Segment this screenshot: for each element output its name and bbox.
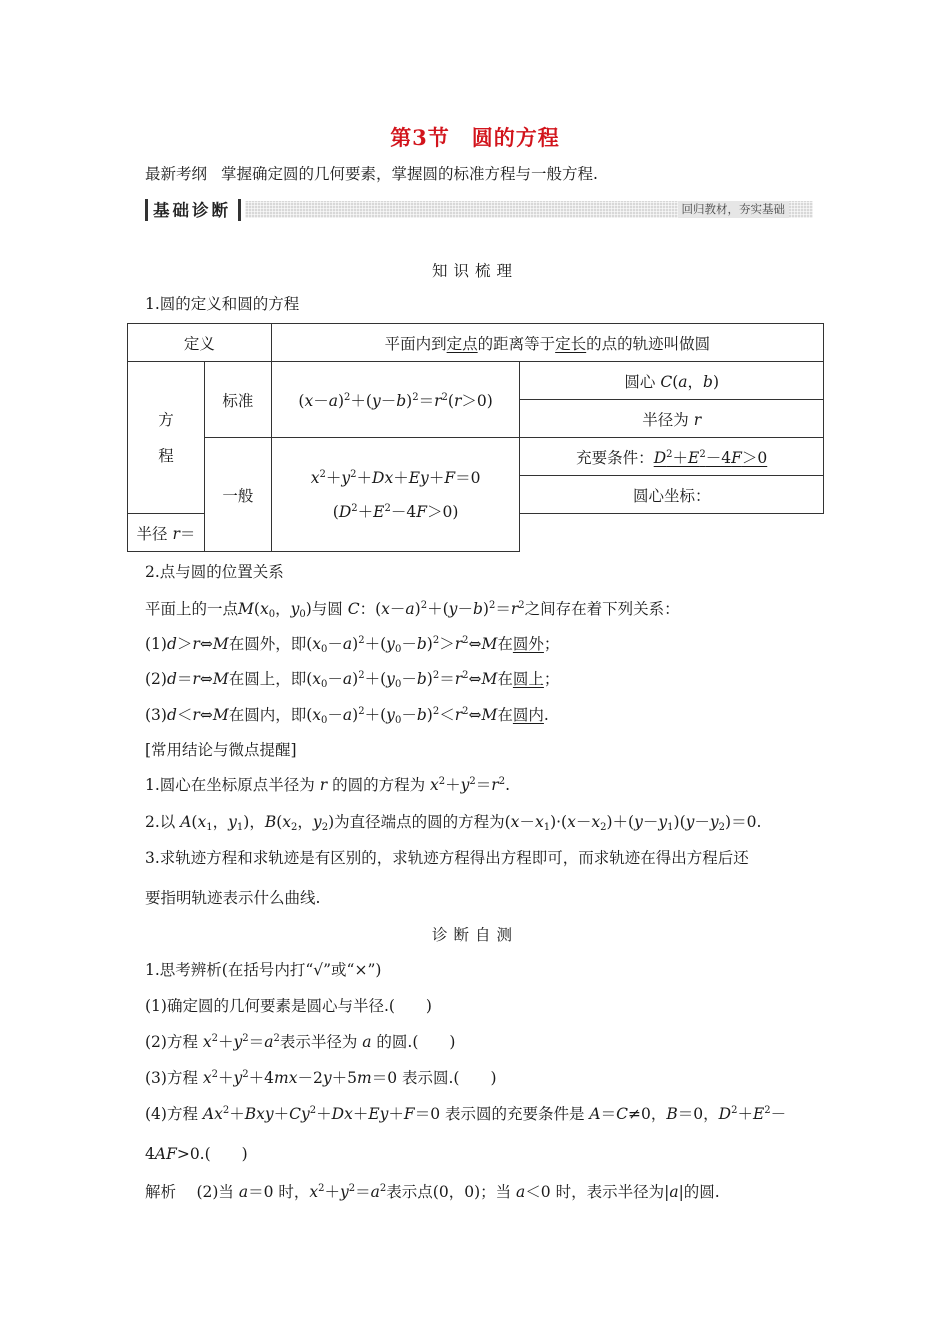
item2-title: 2.点与圆的位置关系 — [145, 563, 284, 581]
section-banner — [145, 198, 813, 223]
q1-item1: (1)确定圆的几何要素是圆心与半径.( ) — [145, 997, 432, 1015]
def-blank-fixed-point: 定点 — [446, 334, 478, 353]
q1-item4-line2: 4AF>0.( ) — [145, 1145, 248, 1163]
knowledge-heading: 知识梳理 — [431, 262, 518, 280]
relation-inside: (3)d＜r⇔M在圆内，即$(x_0-a)^2+(y_0-b)^2<r^2\Leftrightarrow M$在圆内. — [145, 706, 549, 726]
general-radius-cell: 半径 r＝ — [128, 514, 205, 552]
banner-left-bar — [145, 199, 148, 221]
q1-item2: (2)方程 $x^2+y^2=a^2$表示半径为 a 的圆.( ) — [145, 1033, 456, 1051]
def-text-post: 的点的轨迹叫做圆 — [586, 334, 711, 353]
def-blank-fixed-length: 定长 — [555, 334, 587, 353]
q1-item4-line1: (4)方程 $Ax^2+Bxy+Cy^2+Dx+Ey+F=0$ 表示圆的充要条件是 A＝C≠0，B＝0，$D^2+E^2-$ — [145, 1105, 787, 1123]
general-condition-value: $D^2+E^2-4F>0$ — [653, 448, 768, 467]
banner-divider — [238, 199, 241, 221]
general-condition-cell — [520, 438, 824, 476]
relation-on-end: ； — [543, 670, 560, 688]
general-equation-condition: $(D^2+E^2-4F>0)$ — [332, 502, 459, 521]
standard-center-cell: 圆心 C(a，b) — [520, 362, 824, 400]
analysis-label: 解析 — [145, 1183, 177, 1201]
item2-intro: 平面上的一点$M(x_0$，$y_0$)与圆 C：$(x-a)^2+(y-b)^2=r^2$之间存在着下列关系： — [145, 600, 680, 620]
relation-on-answer: 圆上 — [512, 670, 544, 688]
def-label-cell: 定义 — [128, 324, 272, 362]
general-equation-cell — [271, 438, 520, 552]
general-center-cell: 圆心坐标： — [520, 476, 824, 514]
syllabus-text: 掌握确定圆的几何要素，掌握圆的标准方程与一般方程. — [221, 165, 598, 183]
tip-3-line1: 3.求轨迹方程和求轨迹是有区别的，求轨迹方程得出方程即可，而求轨迹在得出方程后还 — [145, 849, 749, 867]
general-condition-label: 充要条件： — [576, 448, 654, 467]
syllabus-line — [145, 162, 598, 184]
def-text-mid: 的距离等于 — [477, 334, 556, 353]
relation-outside-answer: 圆外 — [512, 635, 544, 653]
def-text-pre: 平面内到 — [384, 334, 447, 353]
equation-label-cell — [128, 362, 205, 514]
tip-3-line2: 要指明轨迹表示什么曲线. — [145, 889, 321, 907]
equation-label-char2: 程 — [158, 446, 174, 465]
def-text-cell — [271, 324, 823, 362]
banner-subtitle: 回归教材，夯实基础 — [678, 201, 790, 218]
general-equation: $x^2+y^2+Dx+Ey+F=0$ — [310, 468, 481, 487]
self-test-heading: 诊断自测 — [431, 926, 518, 944]
syllabus-label: 最新考纲 — [145, 165, 208, 183]
standard-equation-cell: $(x-a)^2+(y-b)^2=r^2(r>0)$ — [271, 362, 520, 438]
standard-radius-cell: 半径为 r — [520, 400, 824, 438]
tip-2: 2.以 $A(x_1$，$y_1$)，$B(x_2$，$y_2$)为直径端点的圆的方程为$(x-x_1)\cdot(x-x_2)+(y-y_1)(y-y_2)=0$. — [145, 813, 762, 833]
circle-definition-table — [127, 323, 824, 552]
equation-label-char1: 方 — [158, 410, 174, 429]
q1-title: 1.思考辨析(在括号内打“√”或“×”) — [145, 961, 382, 979]
page-title: 第3节 圆的方程 — [390, 125, 560, 150]
general-label-cell: 一般 — [204, 438, 271, 552]
banner-title: 基础诊断 — [153, 201, 231, 220]
tip-1: 1.圆心在坐标原点半径为 r 的圆的方程为 $x^2+y^2=r^2$. — [145, 776, 511, 794]
tips-title: [常用结论与微点提醒] — [145, 741, 297, 759]
analysis-line: 解析 (2)当 a＝0 时，$x^2+y^2=a^2$表示点(0，0)；当 a＜0 时，表示半径为|a|的圆. — [145, 1183, 720, 1201]
q1-item3: (3)方程 $x^2+y^2+4mx-2y+5m=0$ 表示圆.( ) — [145, 1069, 497, 1087]
relation-outside-end: ； — [543, 635, 560, 653]
relation-inside-answer: 圆内 — [512, 706, 544, 724]
relation-on: (2)d＝r⇔M在圆上，即$(x_0-a)^2+(y_0-b)^2=r^2\Leftrightarrow M$在圆上； — [145, 670, 560, 690]
relation-inside-end: . — [543, 706, 549, 724]
standard-label-cell: 标准 — [204, 362, 271, 438]
item1-title: 1.圆的定义和圆的方程 — [145, 295, 300, 313]
relation-outside: (1)d＞r⇔M在圆外，即$(x_0-a)^2+(y_0-b)^2>r^2\Leftrightarrow M$在圆外； — [145, 635, 560, 655]
